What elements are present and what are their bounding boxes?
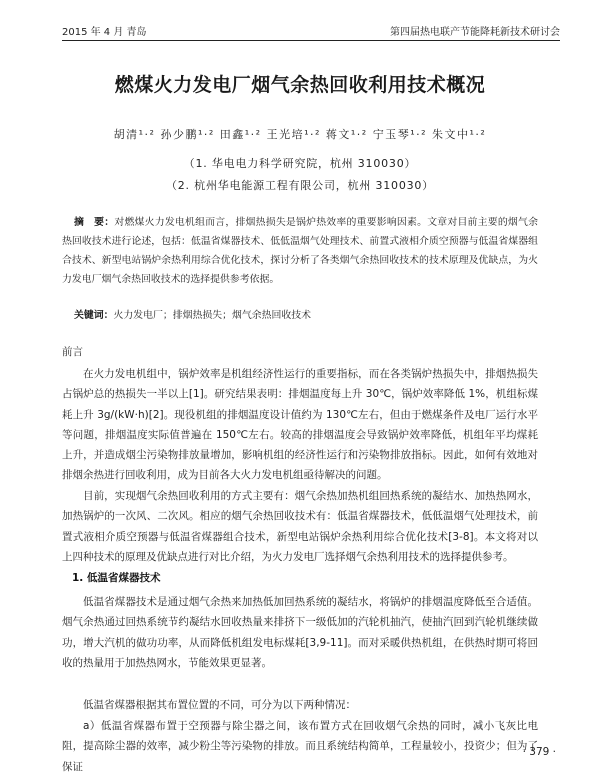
header-date-location: 2015 年 4 月 青岛 bbox=[62, 26, 147, 38]
page-number: · 379 · bbox=[522, 746, 556, 758]
header-conference-name: 第四届热电联产节能降耗新技术研讨会 bbox=[390, 26, 560, 38]
section-1-heading: 1. 低温省煤器技术 bbox=[72, 572, 161, 584]
intro-paragraph-2: 目前，实现烟气余热回收利用的方式主要有：烟气余热加热机组回热系统的凝结水、加热热网水，加热锅炉的一次风、二次风。相应的烟气余热回收技术有：低温省煤器技术，低低温烟气处理技术，前置式液相介质空预器与低温省煤器组合技术，新型电站锅炉余热利用综合优化技术[3-8]。本文将对以上四种技术的原理及优缺点进行对比介绍，为火力发电厂选择烟气余热利用技术的选择提供参考。 bbox=[62, 490, 538, 563]
section-1-paragraph-1: 低温省煤器技术是通过烟气余热来加热低加回热系统的凝结水，将锅炉的排烟温度降低至合适值。烟气余热通过回热系统节约凝结水回收热量来排挤下一级低加的汽轮机抽汽，使抽汽回到汽轮机继续做功，增大汽机的做功功率，从而降低机组发电标煤耗[3,9-11]。而对采暖供热机组，在供热时期可将回收的热量用于加热热网水，节能效果更显著。 bbox=[62, 596, 538, 669]
intro-paragraph-1: 在火力发电机组中，锅炉效率是机组经济性运行的重要指标，而在各类锅炉热损失中，排烟热损失占锅炉总的热损失一半以上[1]。研究结果表明：排烟温度每上升 30℃，锅炉效率降低 1%，机组标煤耗上升 3g/(kW·h)[2]。现役机组的排烟温度设计值约为 130℃左右，但由于燃煤条件及电厂运行水平等问题，排烟温度实际值普遍在 150℃左右。较高的排烟温度会导致锅炉效率降低，机组年平均煤耗上升，并造成烟尘污染物排放量增加，影响机组的经济性运行和污染物排放指标。因此，如何有效地对排烟余热进行回收利用，成为目前各大火力发电机组亟待解决的问题。 bbox=[62, 368, 538, 482]
abstract-label: 摘 要： bbox=[74, 217, 115, 228]
affiliation-1: （1. 华电电力科学研究院，杭州 310030） bbox=[183, 157, 417, 170]
article-title: 燃煤火力发电厂烟气余热回收利用技术概况 bbox=[114, 74, 486, 96]
section-1-paragraph-2: 低温省煤器根据其布置位置的不同，可分为以下两种情况： bbox=[83, 699, 356, 711]
running-header bbox=[62, 22, 560, 38]
header-rule bbox=[62, 40, 560, 41]
author-list: 胡清¹·² 孙少鹏¹·² 田鑫¹·² 王光培¹·² 蒋文¹·² 宁玉琴¹·² 朱文中¹·² bbox=[113, 128, 487, 141]
affiliation-2: （2. 杭州华电能源工程有限公司，杭州 310030） bbox=[165, 179, 435, 192]
abstract-text: 对燃煤火力发电机组而言，排烟热损失是锅炉热效率的重要影响因素。文章对目前主要的烟气余热回收技术进行论述，包括：低温省煤器技术、低低温烟气处理技术、前置式液相介质空预器与低温省煤器组合技术、新型电站锅炉余热利用综合优化技术，探讨分析了各类烟气余热回收技术的技术原理及优缺点，为火力发电厂烟气余热回收技术的选择提供参考依据。 bbox=[62, 217, 538, 285]
section-1-paragraph-3: a）低温省煤器布置于空预器与除尘器之间，该布置方式在回收烟气余热的同时，减小飞灰比电阻，提高除尘器的效率，减少粉尘等污染物的排放。而且系统结构简单，工程量较小，投资少；但为了保证 bbox=[62, 720, 538, 773]
keywords-text: 火力发电厂；排烟热损失；烟气余热回收技术 bbox=[113, 310, 312, 321]
abstract bbox=[62, 213, 538, 289]
keywords bbox=[74, 307, 544, 325]
intro-heading: 前言 bbox=[62, 346, 83, 358]
keywords-label: 关键词： bbox=[74, 310, 114, 321]
